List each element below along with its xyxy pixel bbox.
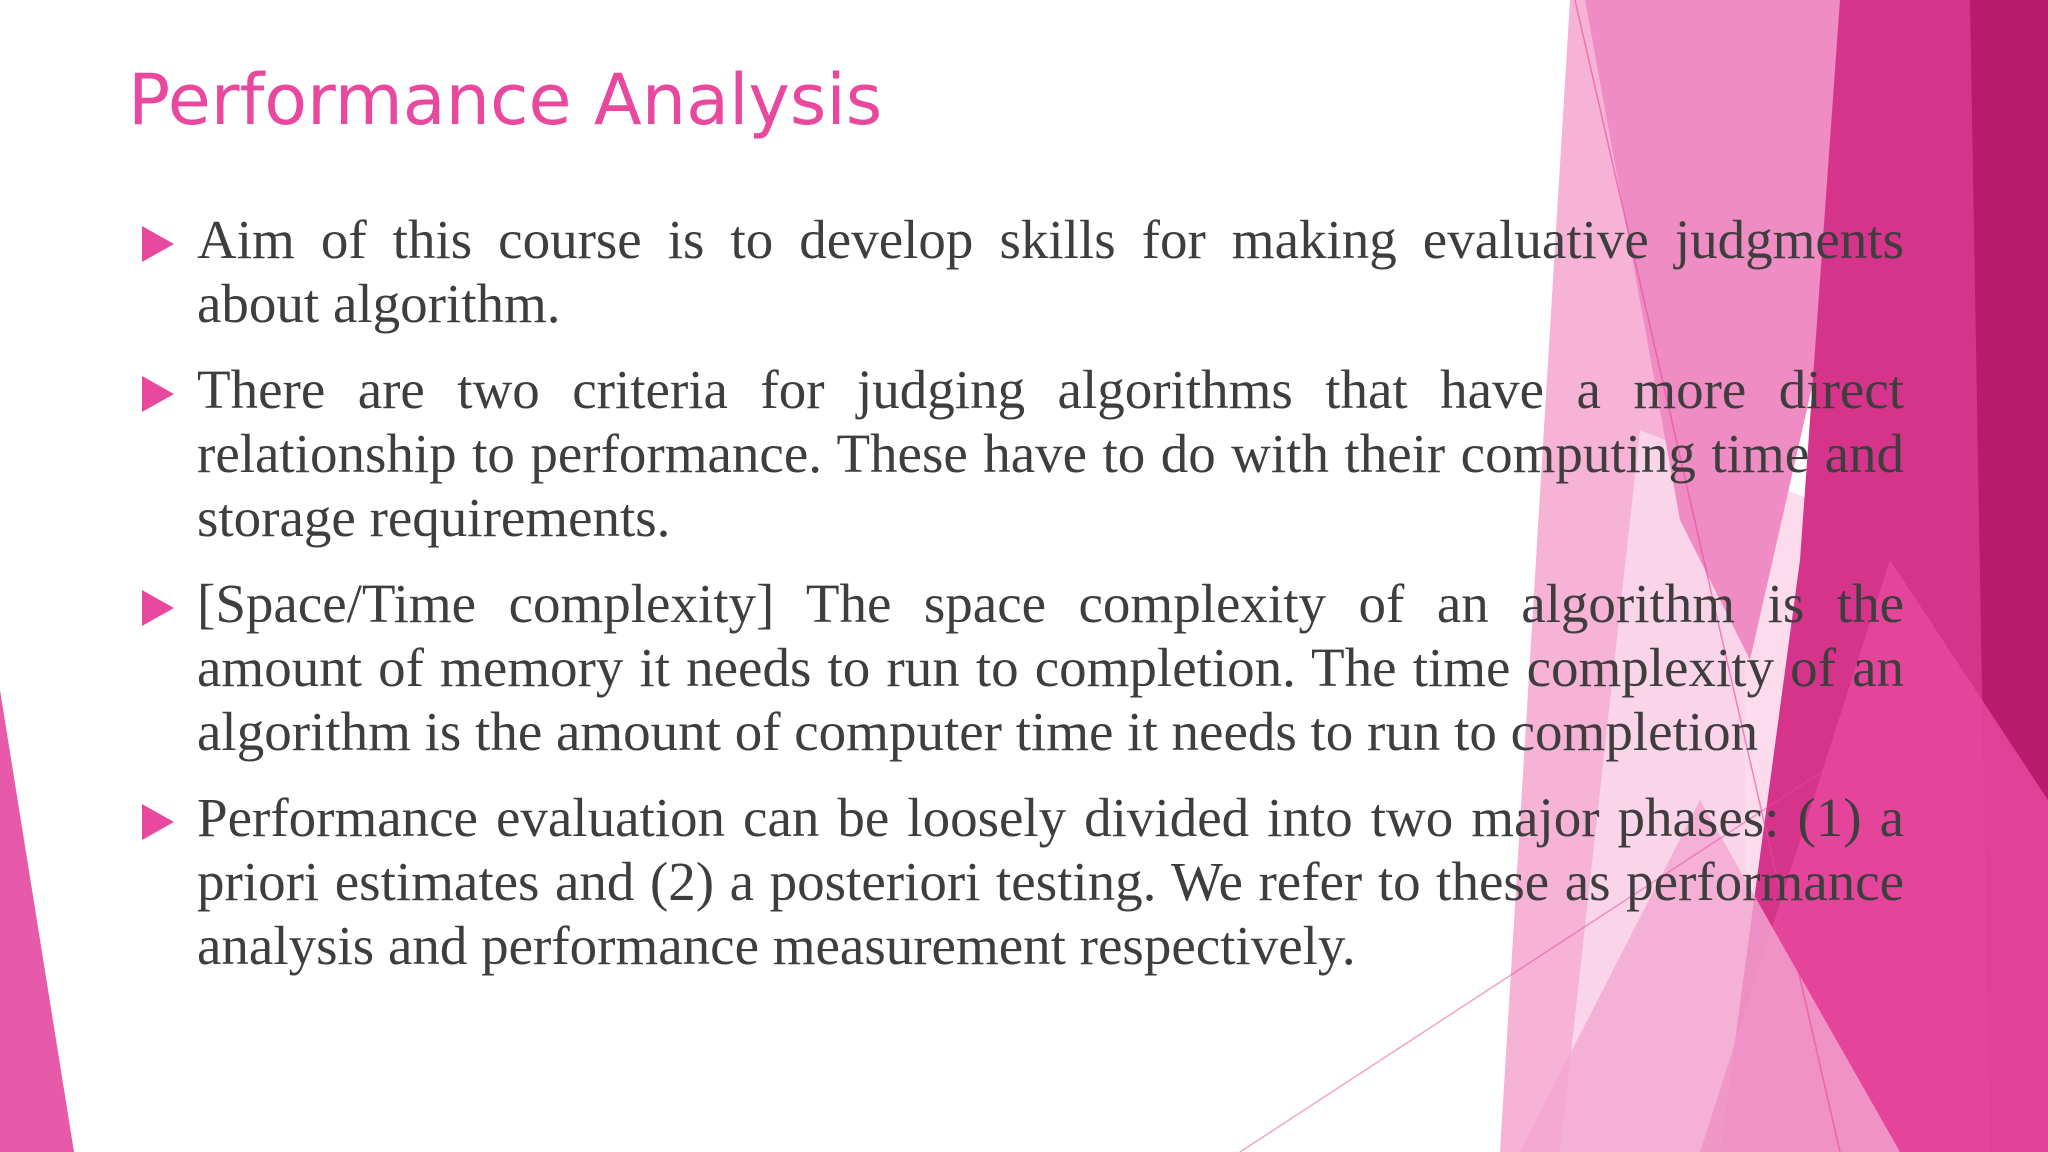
bullet-text: Aim of this course is to develop skills for making evaluative judgments about algorithm.: [197, 209, 1904, 334]
triangle-bullet-icon: [142, 226, 174, 262]
bullet-item: [140, 358, 1904, 550]
triangle-bullet-icon: [142, 804, 174, 840]
bullet-text: [Space/Time complexity] The space complexity of an algorithm is the amount of memory it needs to run to completion. The time complexity of an algorithm is the amount of computer time it needs to run to completion: [197, 573, 1904, 762]
bullet-item: [140, 572, 1904, 764]
bullet-text: Performance evaluation can be loosely divided into two major phases: (1) a priori estimates and (2) a posteriori testing. We refer to these as performance analysis and performance measurement respectively.: [197, 787, 1904, 976]
triangle-bullet-icon: [142, 376, 174, 412]
bullet-list: [140, 208, 1904, 1000]
bullet-item: [140, 208, 1904, 336]
bullet-item: [140, 786, 1904, 978]
slide-title: Performance Analysis: [128, 59, 883, 141]
deco-shape-left: [0, 690, 74, 1152]
triangle-bullet-icon: [142, 590, 174, 626]
bullet-text: There are two criteria for judging algorithms that have a more direct relationship to performance. These have to do with their computing time and storage requirements.: [197, 359, 1904, 548]
